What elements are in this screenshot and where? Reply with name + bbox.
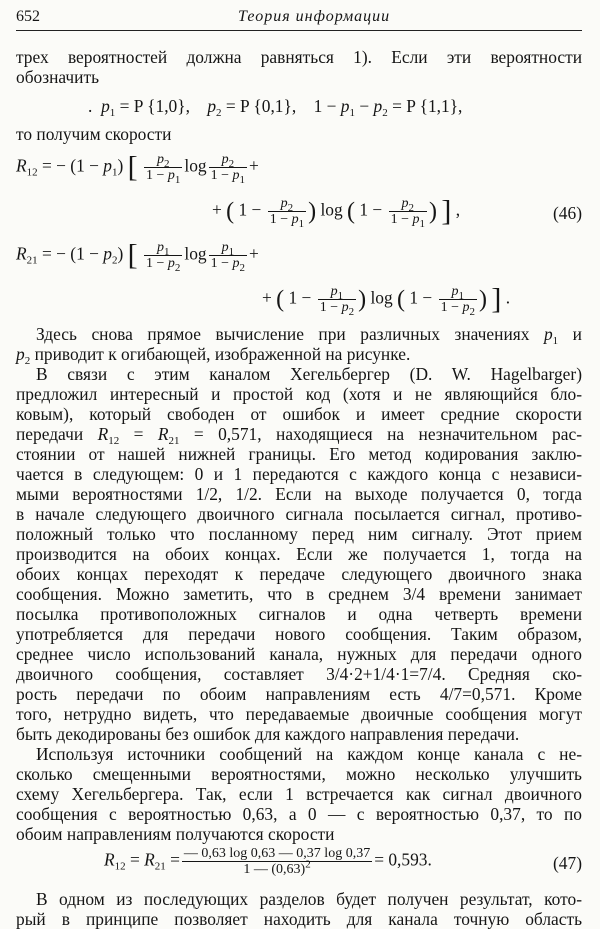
text-line: Здесь снова прямое вычисление при различных значениях $p_1$ и [36, 324, 582, 347]
equation-46-line-2: + ( 1 − $\frac{p_2}{1 - p_1}$ ) log ( 1 − $\frac{p_2}{1 - p_1}$ ) ] , [212, 194, 461, 230]
eq47-numerator: — 0,63 log 0,63 — 0,37 log 0,37 [183, 846, 371, 861]
text-line: рость передачи по обоим направлениям есть 4/7=0,571. Кроме [16, 684, 582, 704]
text-line: обозначить [16, 67, 100, 87]
text-line: того, нетрудно видеть, что передаваемые двоичные сообщения могут [16, 704, 582, 724]
text-line: употребляется для передачи нового сообщения. Таким образом, [16, 624, 582, 644]
text-line: производится на обоих концах. Если же получается 1, тогда на [16, 544, 582, 564]
text-line: сообщения. Можно заметить, что в среднем 3/4 времени занимает [16, 584, 582, 604]
page-number: 652 [16, 8, 40, 25]
text-line: то получим скорости [16, 124, 172, 144]
text-line: положный только что посланному перед ним сигналу. Этот прием [16, 524, 582, 544]
text-line: В связи с этим каналом Хегельбергер (D. W. Hagelbarger) [36, 364, 582, 384]
text-line: посылка противоположных сигналов и одна четверть времени [16, 604, 582, 624]
text-line: предложил интересный и простой код (хотя и не являющийся бло- [16, 384, 582, 404]
text-line: в начале следующего двоичного сигнала посылается сигнал, противо- [16, 504, 582, 524]
running-header [16, 6, 582, 31]
text-line: схему Хегельбергера. Так, если 1 встречается как сигнал двоичного [16, 784, 582, 804]
text-line: рый в принципе позволяет находить для канала точную область [16, 909, 582, 929]
text-line: сколько смещенными вероятностями, можно несколько улучшить [16, 764, 582, 784]
equation-p-definitions: . $p_1 = P$ {1,0}, $p_2 = P$ {0,1}, $1 - p_1 - p_2 = P$ {1,1}, [88, 96, 463, 119]
eq47-result: = 0,593. [374, 849, 432, 870]
equation-number: (46) [553, 203, 582, 223]
text-line: передачи $R_{12} = R_{21} = 0,571$, находящиеся на незначительном рас- [16, 424, 582, 447]
text-line: стоянии от нашей нижней границы. Его метод кодирования заклю- [16, 444, 582, 464]
equation-46-line-3: $R_{21}$ = − $(1 - p_2)$ [ $\frac{p_1}{1 - p_2}$ log $\frac{p_1}{1 - p_2}$ + [16, 238, 259, 274]
equation-46-line-1: $R_{12}$ = − $(1 - p_1)$ [ $\frac{p_2}{1 - p_1}$ log $\frac{p_2}{1 - p_1}$ + [16, 150, 259, 186]
text-line: Используя источники сообщений на каждом конце канала с не- [36, 744, 582, 764]
text-line: чается в следующем: 0 и 1 передаются с каждого конца с независи- [16, 464, 582, 484]
text-line: обоим направлениям получаются скорости [16, 824, 335, 844]
equation-47: $R_{12} = R_{21}$ = $\frac{— 0,63 \log 0,63 — 0,37 \log 0,37}{1 — (0,63)^2}$ = 0,593. [104, 846, 432, 877]
text-line: В одном из последующих разделов будет получен результат, кото- [36, 889, 582, 909]
running-title: Теория информации [238, 8, 391, 25]
text-line: быть декодированы без ошибок для каждого направления передачи. [16, 724, 520, 744]
text-line: $p_2$ приводит к огибающей, изображенной на рисунке. [16, 344, 411, 367]
text-line: двоичного сообщения, составляет 3/4·2+1/4·1=7/4. Средняя ско- [16, 664, 582, 684]
text-line: сообщения с вероятностью 0,63, а 0 — с вероятностью 0,37, то по [16, 804, 582, 824]
equation-number: (47) [553, 853, 582, 873]
equation-46-line-4: + ( 1 − $\frac{p_1}{1 - p_2}$ ) log ( 1 − $\frac{p_1}{1 - p_2}$ ) ] . [262, 282, 511, 318]
text-line: мыми вероятностями 1/2, 1/2. Если на выходе получается 0, тогда [16, 484, 582, 504]
text-line: среднее число использований канала, нужных для передачи одного [16, 644, 582, 664]
text-line: трех вероятностей должна равняться 1). Если эти вероятности [16, 47, 582, 67]
eq47-denominator: 1 — (0,63) [243, 862, 306, 877]
text-line: ковым), который свободен от ошибок и имеет средние скорости [16, 404, 582, 424]
text-line: обоих концах переходят к передаче следующего двоичного знака [16, 564, 582, 584]
